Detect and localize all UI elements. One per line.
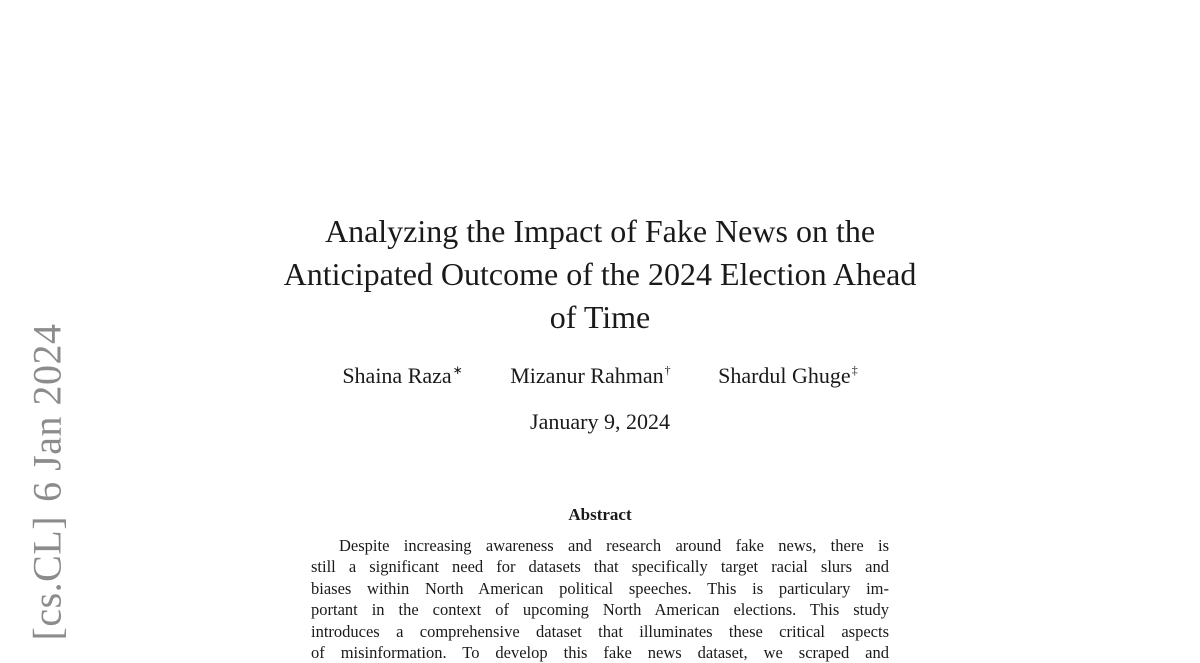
author [342, 363, 462, 389]
abstract-line: introduces a comprehensive dataset that illuminates these critical aspects [311, 621, 889, 641]
abstract-line: portant in the context of upcoming North American elections. This study [311, 600, 889, 620]
author-name: Shaina Raza [342, 363, 452, 388]
arxiv-date: 6 Jan 2024 [24, 323, 70, 502]
arxiv-category: [cs.CL] [24, 515, 70, 641]
title-line: Anticipated Outcome of the 2024 Election Ahead [283, 256, 917, 292]
author-name: Shardul Ghuge [718, 363, 851, 388]
title-line: of Time [549, 299, 651, 335]
abstract-line: still a significant need for datasets that specifically target racial slurs and [311, 557, 889, 577]
paper-date: January 9, 2024 [530, 409, 670, 434]
author-footnote-mark: † [664, 363, 671, 377]
abstract-body [311, 535, 889, 663]
author-list [0, 363, 1200, 389]
abstract-line: biases within North American political speeches. This is particulary im- [311, 578, 889, 598]
author-footnote-mark: ∗ [452, 363, 463, 377]
author-footnote-mark: ‡ [851, 363, 858, 377]
author [510, 363, 670, 389]
title-line: Analyzing the Impact of Fake News on the [324, 213, 876, 249]
author [718, 363, 858, 389]
abstract-heading: Abstract [568, 505, 632, 524]
author-name: Mizanur Rahman [510, 363, 664, 388]
abstract-line: Despite increasing awareness and research around fake news, there is [339, 536, 889, 555]
abstract-line: of misinformation. To develop this fake news dataset, we scraped and [311, 643, 889, 663]
paper-title [0, 210, 1200, 339]
